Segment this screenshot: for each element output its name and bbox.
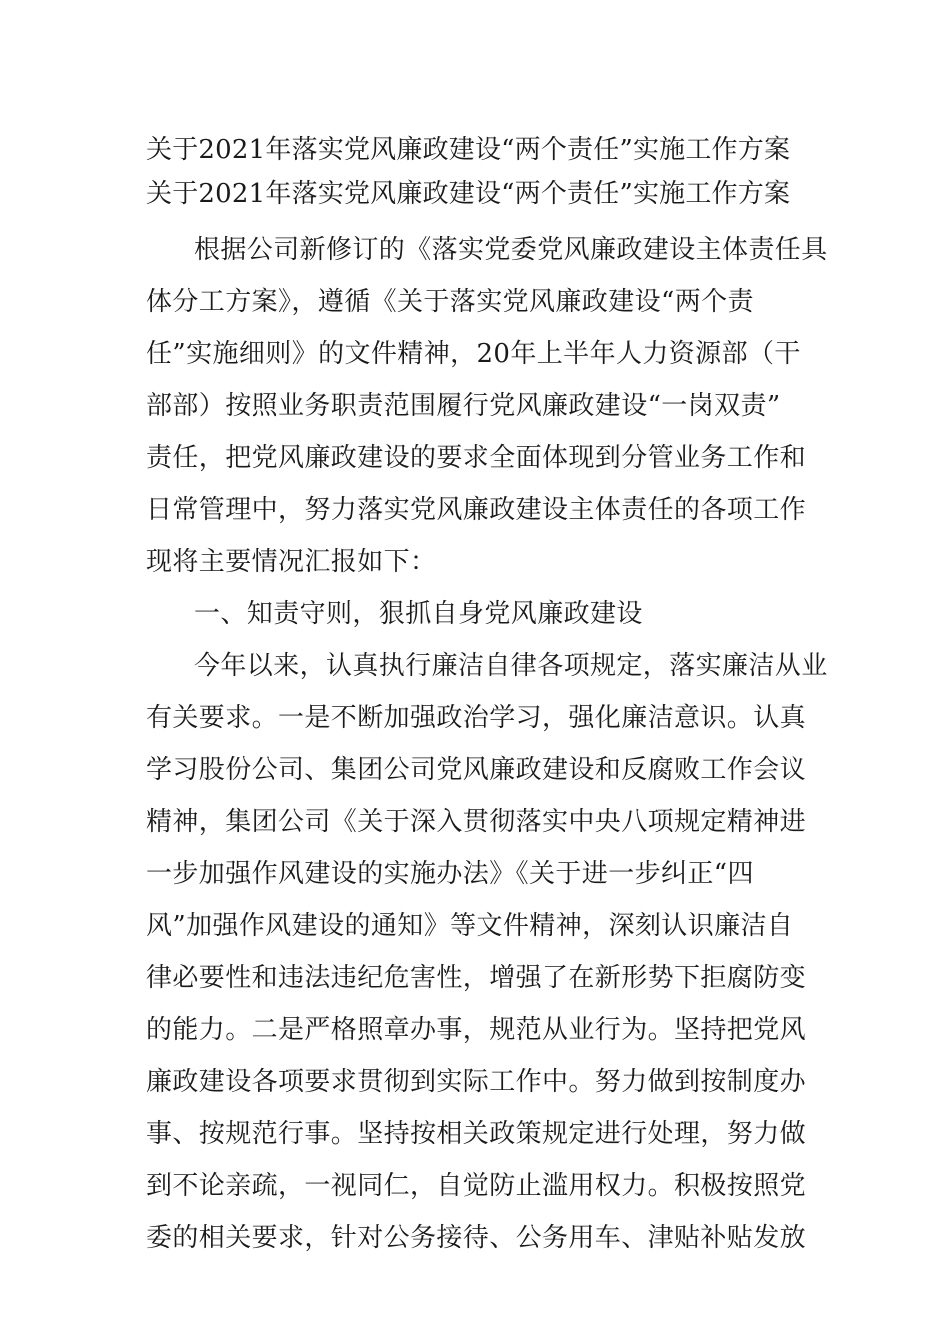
body-line: 委的相关要求，针对公务接待、公务用车、津贴补贴发放 <box>146 1223 807 1253</box>
document-body <box>146 224 828 1264</box>
document-title <box>146 128 810 216</box>
body-line: 体分工方案》，遵循《关于落实党风廉政建设“两个责 <box>146 287 754 317</box>
body-line: 廉政建设各项要求贯彻到实际工作中。努力做到按制度办 <box>146 1067 807 1097</box>
body-line: 一步加强作风建设的实施办法》《关于进一步纠正“四 <box>146 859 754 889</box>
body-line: 学习股份公司、集团公司党风廉政建设和反腐败工作会议 <box>146 755 807 785</box>
body-line: 到不论亲疏，一视同仁，自觉防止滥用权力。积极按照党 <box>146 1171 807 1201</box>
body-line: 今年以来，认真执行廉洁自律各项规定，落实廉洁从业 <box>194 651 828 681</box>
body-line: 精神，集团公司《关于深入贯彻落实中央八项规定精神进 <box>146 807 807 837</box>
title-line: 关于2021年落实党风廉政建设“两个责任”实施工作方案 <box>146 179 791 209</box>
document-page <box>146 128 828 1264</box>
body-line: 有关要求。一是不断加强政治学习，强化廉洁意识。认真 <box>146 703 807 733</box>
body-line: 责任，把党风廉政建设的要求全面体现到分管业务工作和 <box>146 443 807 473</box>
body-line: 现将主要情况汇报如下： <box>146 547 437 577</box>
title-line: 关于2021年落实党风廉政建设“两个责任”实施工作方案 <box>146 135 791 165</box>
body-line: 律必要性和违法违纪危害性，增强了在新形势下拒腐防变 <box>146 963 807 993</box>
body-line: 风”加强作风建设的通知》等文件精神，深刻认识廉洁自 <box>146 911 794 941</box>
body-line: 的能力。二是严格照章办事，规范从业行为。坚持把党风 <box>146 1015 807 1045</box>
body-line: 一、知责守则，狠抓自身党风廉政建设 <box>194 599 643 629</box>
body-line: 事、按规范行事。坚持按相关政策规定进行处理，努力做 <box>146 1119 807 1149</box>
body-line: 部部）按照业务职责范围履行党风廉政建设“一岗双责” <box>146 391 781 421</box>
body-line: 根据公司新修订的《落实党委党风廉政建设主体责任具 <box>194 235 828 265</box>
body-line: 日常管理中，努力落实党风廉政建设主体责任的各项工作 <box>146 495 807 525</box>
body-line: 任”实施细则》的文件精神，20年上半年人力资源部（干 <box>146 339 801 369</box>
